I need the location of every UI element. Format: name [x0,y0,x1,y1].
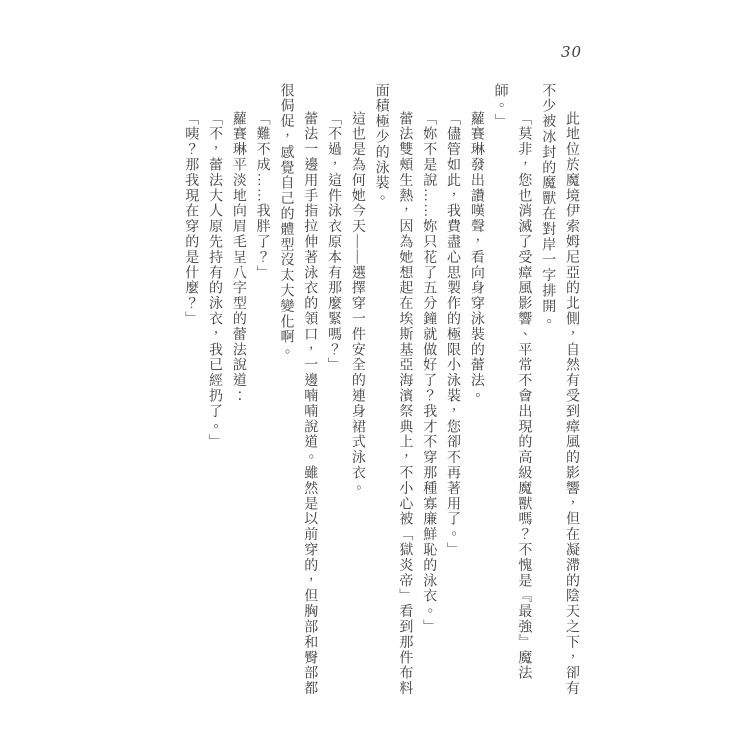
paragraph: 「咦？那我現在穿的是什麼？」 [183,111,199,327]
novel-text-area [159,83,583,703]
paragraph: 「不過，這件泳衣原本有那麼緊嗎？」 [326,111,342,373]
paragraph: 這也是為何她今天——選擇穿一件安全的連身裙式泳衣。 [349,111,365,496]
paragraph: 蘿賽琳平淡地向眉毛呈八字型的蕾法說道： [230,111,246,404]
paragraph: 「不，蕾法大人原先持有的泳衣，我已經扔了。」 [207,111,223,450]
paragraph: 「儘管如此，我費盡心思製作的極限小泳裝，您卻不再著用了。」 [445,111,461,558]
paragraph: 此地位於魔境伊索姆尼亞的北側，自然有受到瘴風的影響，但在凝滯的陰天之下，卻有不少被冰封的魔獸在對岸一字排開。 [540,83,579,697]
paragraph: 蕾法雙頰生熱，因為她想起在埃斯基亞海濱祭典上，不小心被「獄炎帝」看到那件布料面積極少的泳裝。 [373,83,413,697]
paragraph: 蘿賽琳發出讚嘆聲，看向身穿泳裝的蕾法。 [468,111,484,404]
page-number: 30 [561,43,583,61]
paragraph: 「難不成……我胖了？」 [254,111,270,281]
paragraph: 蕾法一邊用手指拉伸著泳衣的領口，一邊喃喃說道。雖然是以前穿的，但胸部和臀部都很侷促，感覺自己的體型沒太大變化啊。 [278,83,318,697]
paragraph: 「莫非，您也消滅了受瘴風影響、平常不會出現的高級魔獸嗎？不愧是『最強』魔法師。」 [492,83,532,681]
paragraph: 「妳不是說……妳只花了五分鐘就做好了？我才不穿那種寡廉鮮恥的泳衣。」 [421,111,437,635]
